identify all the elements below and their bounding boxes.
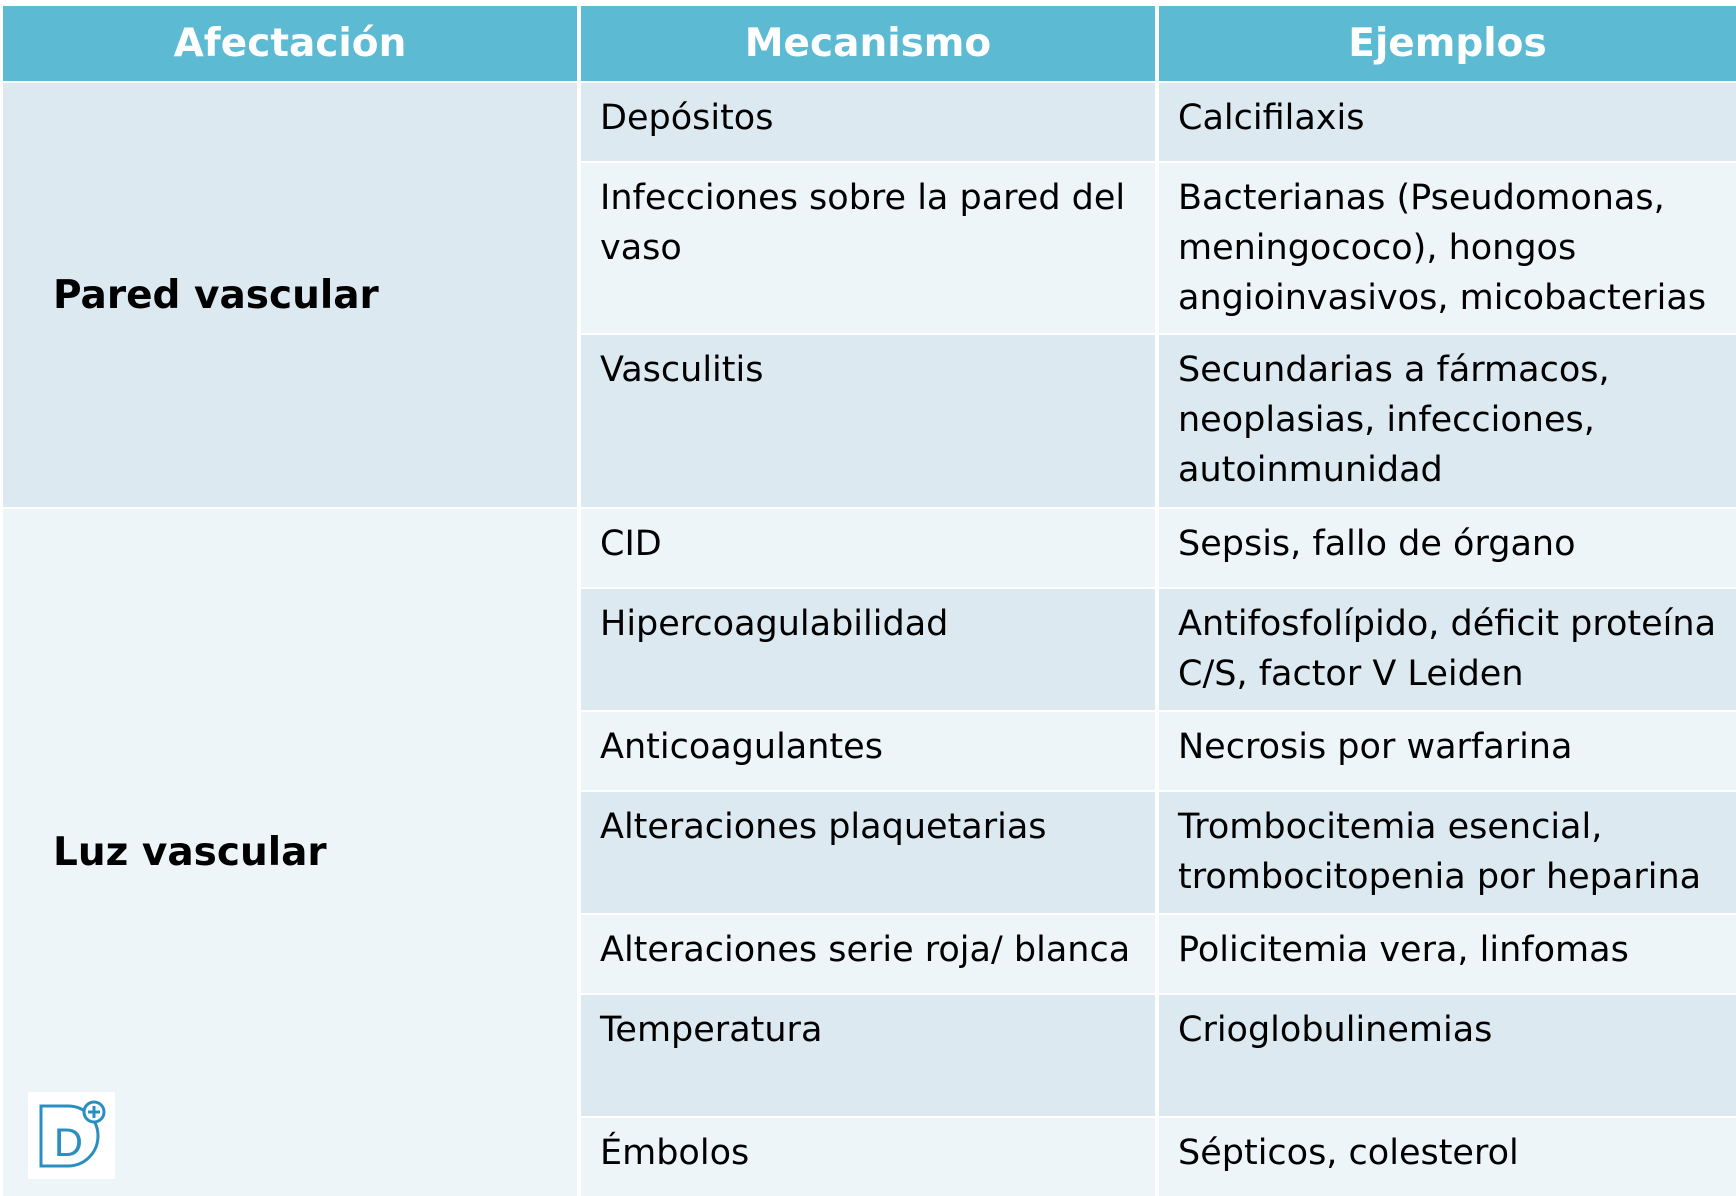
cell-ejemplos: Sépticos, colesterol (1159, 1118, 1736, 1196)
cell-ejemplos: Secundarias a fármacos, neoplasias, infecciones, autoinmunidad (1159, 335, 1736, 507)
cell-mecanismo: Hipercoagulabilidad (581, 589, 1155, 710)
header-mecanismo: Mecanismo (581, 6, 1155, 81)
category-pared-vascular: Pared vascular (3, 83, 577, 507)
category-luz-vascular: Luz vascular (3, 509, 577, 1196)
cell-mecanismo: Alteraciones plaquetarias (581, 792, 1155, 913)
cell-ejemplos: Trombocitemia esencial, trombocitopenia por heparina (1159, 792, 1736, 913)
header-afectacion: Afectación (3, 6, 577, 81)
header-ejemplos: Ejemplos (1159, 6, 1736, 81)
cell-mecanismo: Vasculitis (581, 335, 1155, 507)
cell-mecanismo: Alteraciones serie roja/ blanca (581, 915, 1155, 993)
cell-ejemplos: Sepsis, fallo de órgano (1159, 509, 1736, 587)
cell-ejemplos: Calcifilaxis (1159, 83, 1736, 161)
cell-ejemplos: Policitemia vera, linfomas (1159, 915, 1736, 993)
cell-ejemplos: Bacterianas (Pseudomonas, meningococo), hongos angioinvasivos, micobacterias (1159, 163, 1736, 333)
logo-d-plus-icon (28, 1092, 115, 1179)
cell-mecanismo: Anticoagulantes (581, 712, 1155, 790)
cell-mecanismo: Infecciones sobre la pared del vaso (581, 163, 1155, 333)
cell-mecanismo: Émbolos (581, 1118, 1155, 1196)
vascular-table (3, 6, 1732, 1182)
cell-mecanismo: CID (581, 509, 1155, 587)
cell-mecanismo: Depósitos (581, 83, 1155, 161)
cell-ejemplos: Antifosfolípido, déficit proteína C/S, factor V Leiden (1159, 589, 1736, 710)
svg-text:D: D (54, 1121, 83, 1165)
cell-ejemplos: Necrosis por warfarina (1159, 712, 1736, 790)
cell-mecanismo: Temperatura (581, 995, 1155, 1116)
cell-ejemplos: Crioglobulinemias (1159, 995, 1736, 1116)
